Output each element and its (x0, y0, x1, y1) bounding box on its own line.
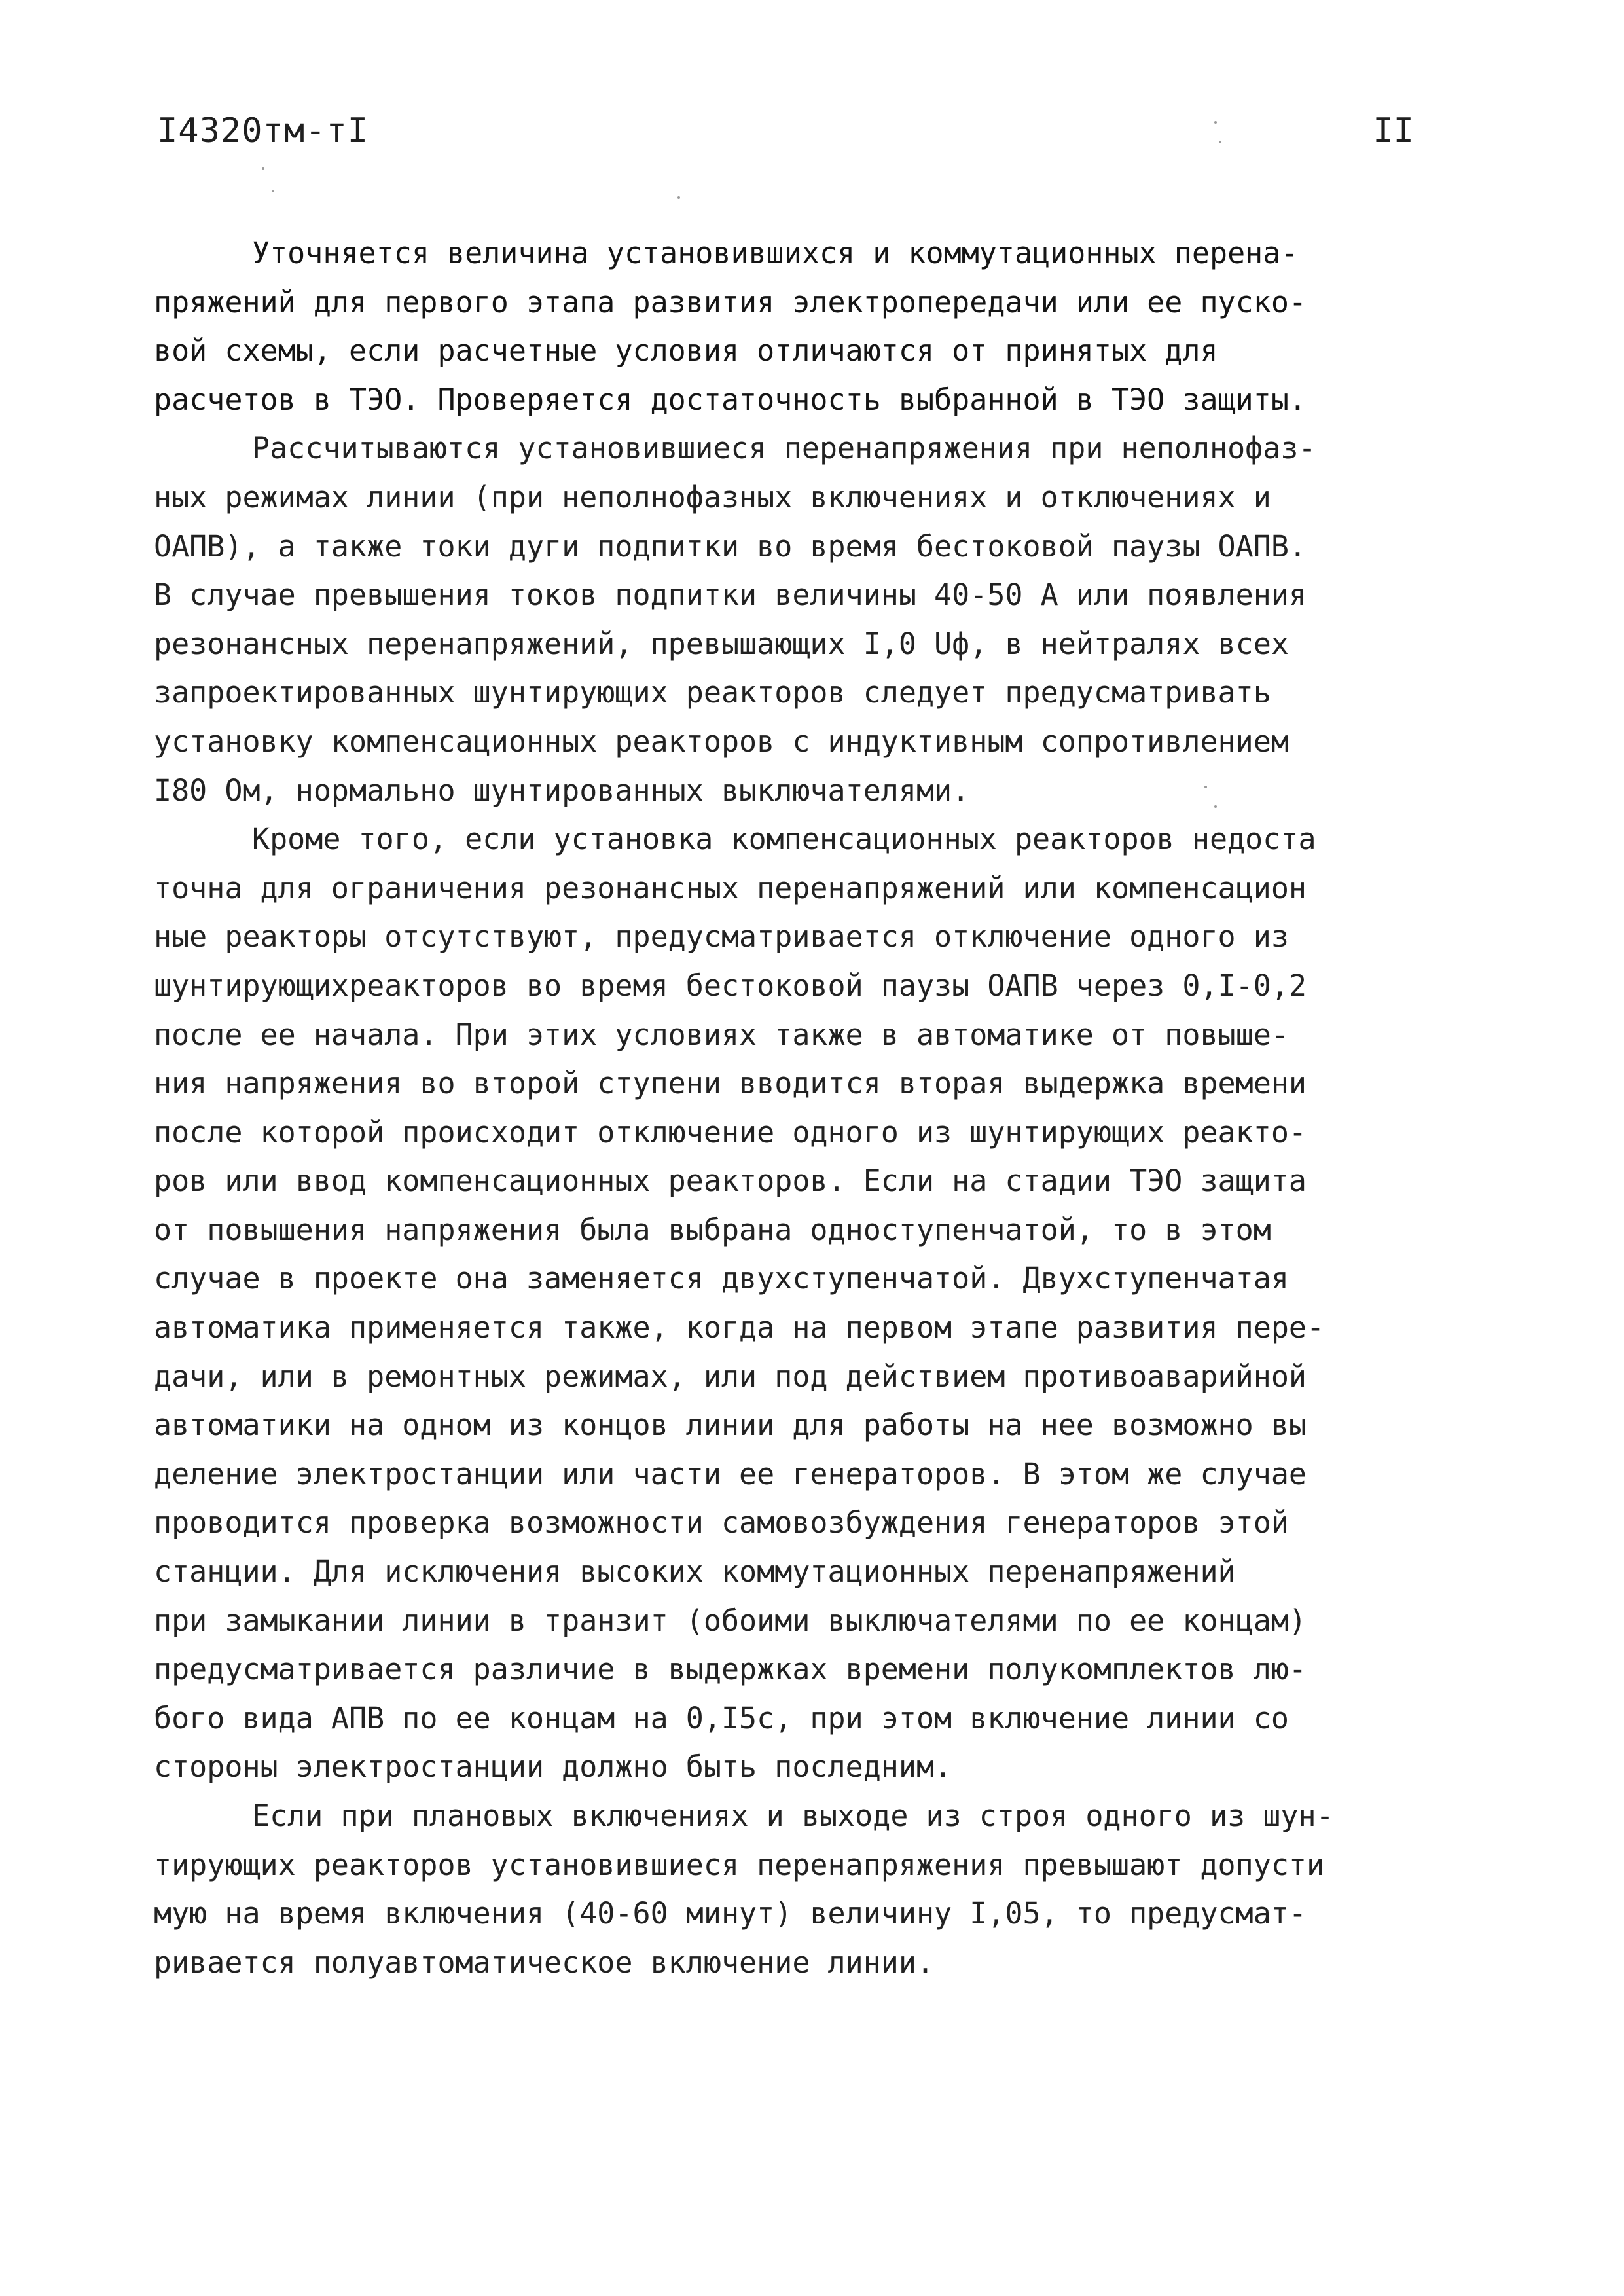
text-line: запроектированных шунтирующих реакторов следует предусматривать (154, 675, 1271, 710)
text-line: тирующих реакторов установившиеся перенапряжения превышают допусти (154, 1847, 1325, 1882)
document-code: I4320тм-тI (157, 111, 369, 151)
text-line: установку компенсационных реакторов с индуктивным сопротивлением (154, 723, 1289, 759)
text-line: стороны электростанции должно быть последним. (154, 1749, 952, 1785)
text-line: при замыкании линии в транзит (обоими выключателями по ее концам) (154, 1603, 1307, 1638)
text-line: расчетов в ТЭО. Проверяется достаточность выбранной в ТЭО защиты. (154, 382, 1307, 417)
text-line: Рассчитываются установившиеся перенапряжения при неполнофаз- (252, 431, 1316, 466)
page-number: II (1373, 111, 1414, 151)
page-header (157, 105, 1414, 157)
text-line: автоматика применяется также, когда на первом этапе развития пере- (154, 1310, 1325, 1345)
text-line: деление электростанции или части ее генераторов. В этом же случае (154, 1456, 1307, 1491)
text-line: автоматики на одном из концов линии для работы на нее возможно вы (154, 1408, 1307, 1443)
text-line: вой схемы, если расчетные условия отличаются от принятых для (154, 333, 1218, 369)
body-text (154, 229, 1463, 1987)
text-line: пряжений для первого этапа развития электропередачи или ее пуско- (154, 284, 1307, 319)
text-line: случае в проекте она заменяется двухступенчатой. Двухступенчатая (154, 1261, 1289, 1296)
text-line: В случае превышения токов подпитки величины 40-50 А или появления (154, 577, 1307, 613)
text-line: шунтирующихреакторов во время бестоковой паузы ОАПВ через 0,I-0,2 (154, 968, 1307, 1003)
text-line: ния напряжения во второй ступени вводится вторая выдержка времени (154, 1066, 1307, 1101)
text-line: ные реакторы отсутствуют, предусматривается отключение одного из (154, 919, 1289, 955)
text-line: от повышения напряжения была выбрана одноступенчатой, то в этом (154, 1212, 1271, 1247)
scan-speck (272, 190, 274, 192)
text-line: проводится проверка возможности самовозбуждения генераторов этой (154, 1505, 1289, 1540)
scan-speck (1219, 141, 1221, 143)
text-line: ров или ввод компенсационных реакторов. Если на стадии ТЭО защита (154, 1163, 1307, 1199)
text-line: предусматривается различие в выдержках времени полукомплектов лю- (154, 1652, 1307, 1687)
text-line: после которой происходит отключение одного из шунтирующих реакто- (154, 1114, 1307, 1150)
paragraph-1 (154, 229, 1463, 424)
scan-speck (1204, 786, 1207, 788)
text-line: ривается полуавтоматическое включение линии. (154, 1944, 935, 1980)
text-line: станции. Для исключения высоких коммутационных перенапряжений (154, 1554, 1236, 1590)
scan-speck (677, 196, 680, 199)
scan-speck (1214, 121, 1217, 124)
text-line: Уточняется величина установившихся и коммутационных перена- (252, 236, 1299, 270)
scan-speck (262, 167, 264, 170)
text-line: ОАПВ), а также токи дуги подпитки во время бестоковой паузы ОАПВ. (154, 528, 1307, 564)
text-line: после ее начала. При этих условиях также в автоматике от повыше- (154, 1017, 1289, 1052)
paragraph-2 (154, 424, 1463, 815)
text-line: ных режимах линии (при неполнофазных включениях и отключениях и (154, 479, 1271, 515)
paragraph-4 (154, 1792, 1463, 1987)
text-line: резонансных перенапряжений, превышающих I,0 Uф, в нейтралях всех (154, 626, 1289, 661)
text-line: бого вида АПВ по ее концам на 0,I5с, при этом включение линии со (154, 1700, 1289, 1736)
paragraph-3 (154, 815, 1463, 1792)
text-line: I80 Ом, нормально шунтированных выключателями. (154, 773, 970, 808)
text-line: Если при плановых включениях и выходе из строя одного из шун- (252, 1798, 1334, 1833)
text-line: точна для ограничения резонансных перенапряжений или компенсацион (154, 870, 1307, 905)
text-line: мую на время включения (40-60 минут) величину I,05, то предусмат- (154, 1896, 1307, 1931)
text-line: дачи, или в ремонтных режимах, или под действием противоаварийной (154, 1358, 1307, 1394)
text-line: Кроме того, если установка компенсационных реакторов недоста (252, 822, 1316, 857)
scan-speck (1214, 805, 1217, 808)
